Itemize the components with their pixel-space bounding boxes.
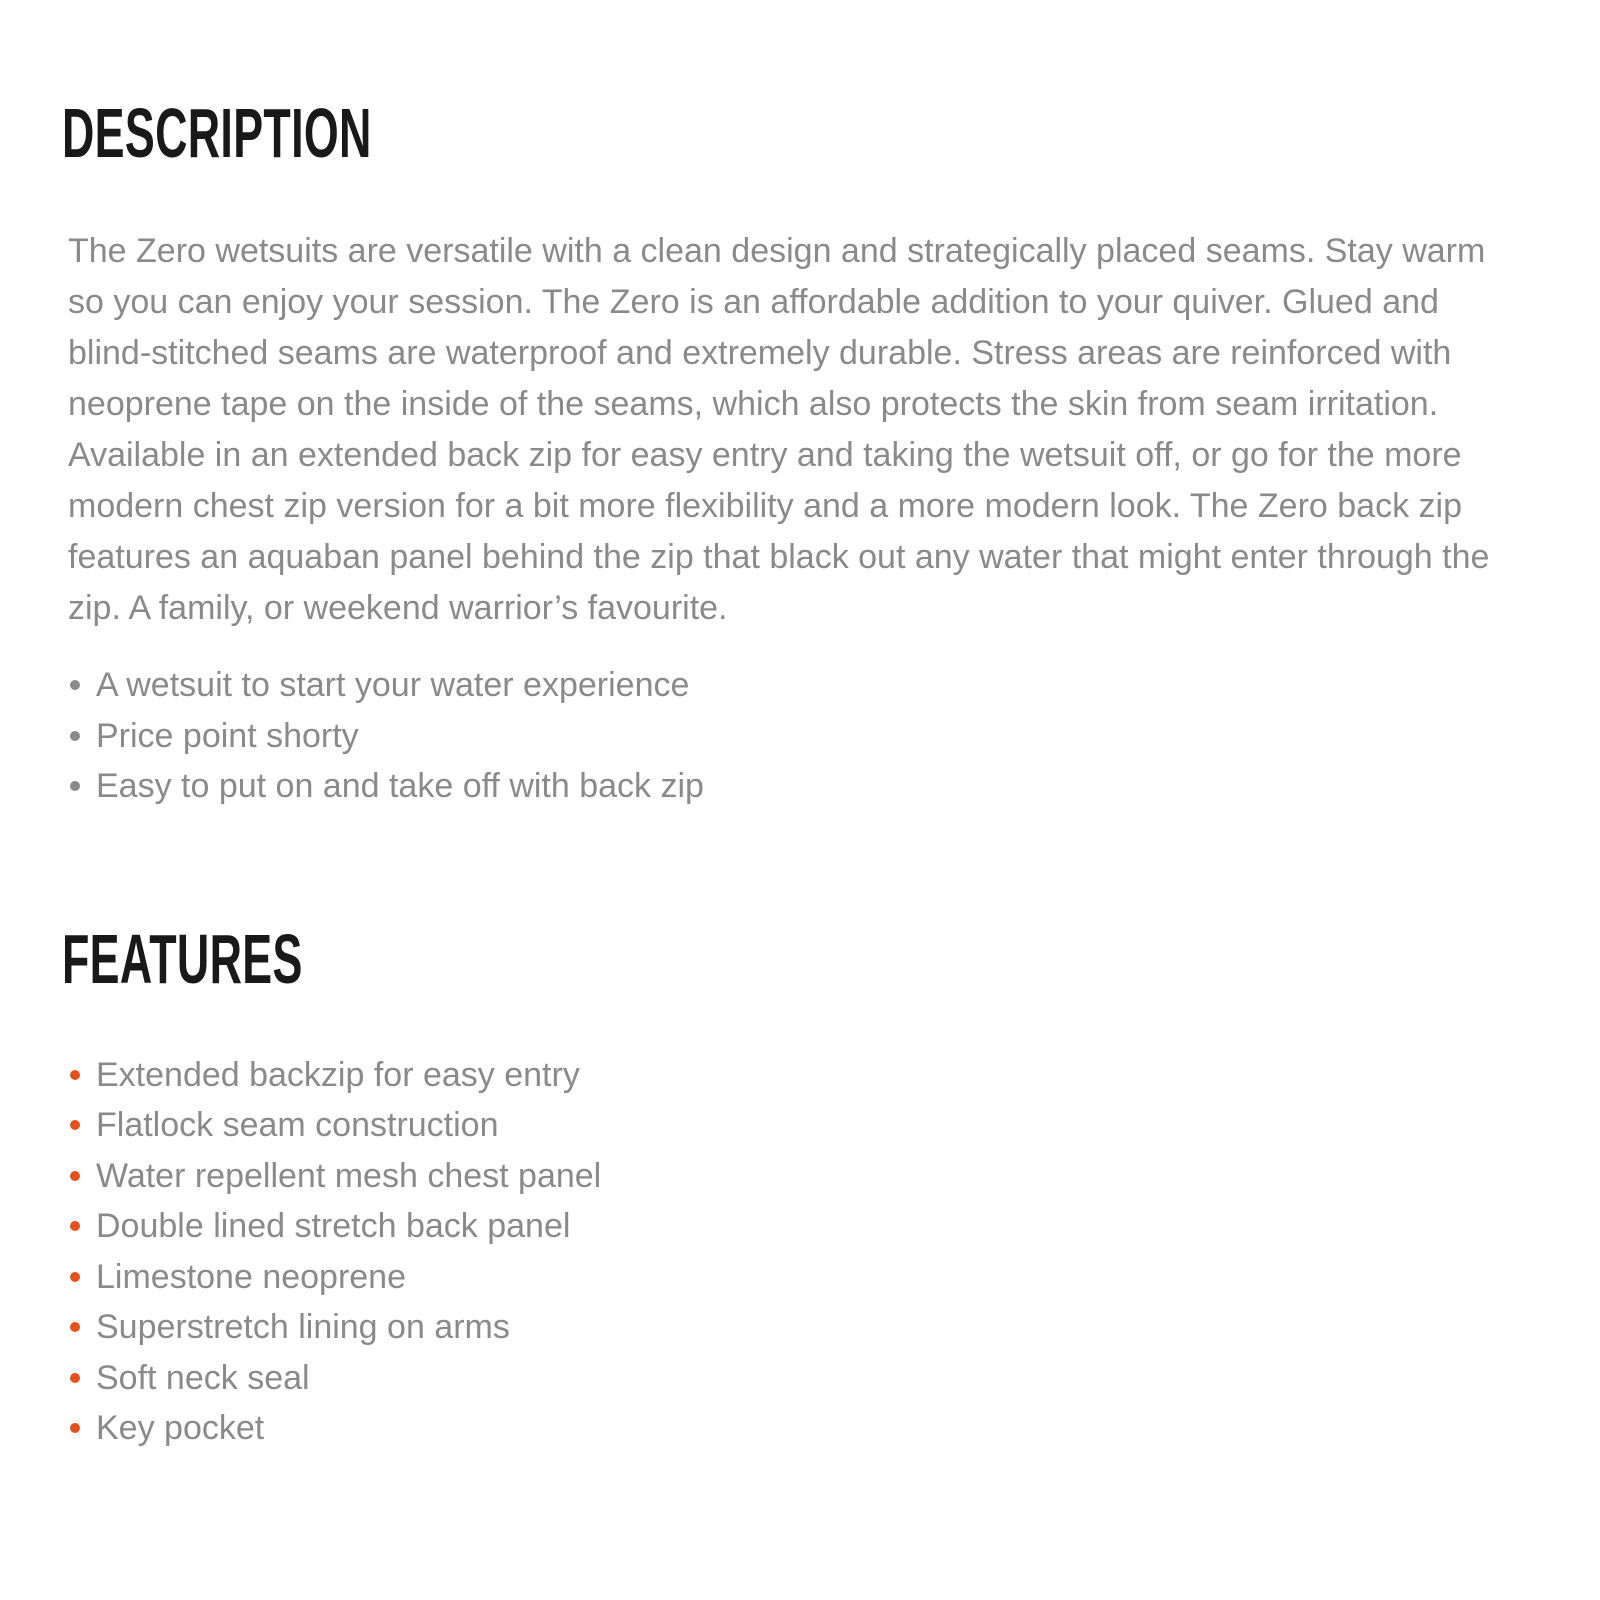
features-heading: FEATURES (62, 919, 303, 998)
feature-bullet-item: Extended backzip for easy entry (68, 1050, 1510, 1101)
description-paragraph: The Zero wetsuits are versatile with a clean design and strategically placed seams. Stay warm so you can enjoy your session. The Zero is an affordable addition to your quiver. Glued and blind-stitched seams are waterproof and extremely durable. Stress areas are reinforced with neoprene tape on the inside of the seams, which also protects the skin from seam irritation. Available in an extended back zip for easy entry and taking the wetsuit off, or go for the more modern chest zip version for a bit more flexibility and a more modern look. The Zero back zip features an aquaban panel behind the zip that black out any water that might enter through the zip. A family, or weekend warrior’s favourite. (68, 232, 1490, 627)
description-bullet-item: Price point shorty (68, 711, 1510, 762)
description-section (62, 94, 1510, 812)
feature-bullet-item: Key pocket (68, 1403, 1510, 1454)
feature-bullet-item: Double lined stretch back panel (68, 1201, 1510, 1252)
features-bullet-list (62, 1050, 1510, 1454)
description-bullet-item: A wetsuit to start your water experience (68, 660, 1510, 711)
description-bullet-list (62, 660, 1510, 812)
description-heading: DESCRIPTION (62, 94, 372, 172)
feature-bullet-item: Water repellent mesh chest panel (68, 1151, 1510, 1202)
features-section (62, 919, 1510, 1454)
feature-bullet-item: Superstretch lining on arms (68, 1302, 1510, 1353)
feature-bullet-item: Soft neck seal (68, 1353, 1510, 1404)
feature-bullet-item: Limestone neoprene (68, 1252, 1510, 1303)
feature-bullet-item: Flatlock seam construction (68, 1100, 1510, 1151)
description-bullet-item: Easy to put on and take off with back zip (68, 761, 1510, 812)
